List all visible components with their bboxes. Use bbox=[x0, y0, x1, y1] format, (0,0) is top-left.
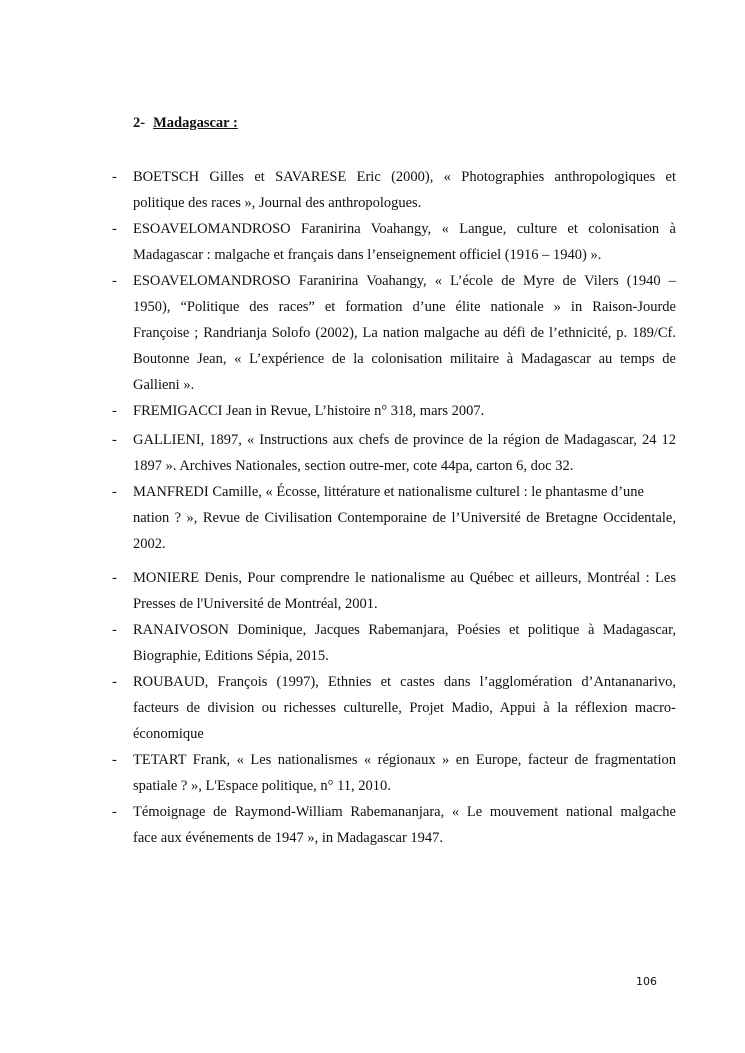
bibliography-entry bbox=[0, 799, 745, 851]
bibliography-entry bbox=[0, 617, 745, 669]
entry-text-line: économique bbox=[133, 726, 204, 742]
list-bullet-dash: - bbox=[112, 674, 117, 690]
entry-text-line: nation ? », Revue de Civilisation Contemporaine de l’Université de Bretagne Occidentale, bbox=[133, 510, 676, 526]
list-bullet-dash: - bbox=[112, 403, 117, 419]
entry-text-line: MONIERE Denis, Pour comprendre le nationalisme au Québec et ailleurs, Montréal : Les bbox=[133, 570, 676, 586]
page-number: 106 bbox=[636, 975, 657, 988]
section-heading bbox=[133, 115, 238, 132]
entry-text-line: Boutonne Jean, « L’expérience de la colonisation militaire à Madagascar au temps de bbox=[133, 351, 676, 367]
bibliography-entry bbox=[0, 669, 745, 747]
bibliography-entry bbox=[0, 216, 745, 268]
entry-text-line: ESOAVELOMANDROSO Faranirina Voahangy, « L’école de Myre de Vilers (1940 – bbox=[133, 273, 676, 289]
bibliography-entry bbox=[0, 427, 745, 479]
list-bullet-dash: - bbox=[112, 432, 117, 448]
entry-text-line: Biographie, Editions Sépia, 2015. bbox=[133, 648, 329, 664]
entry-text-line: politique des races », Journal des anthropologues. bbox=[133, 195, 422, 211]
bibliography-entry bbox=[0, 479, 745, 557]
entry-text-line: Presses de l'Université de Montréal, 2001. bbox=[133, 596, 378, 612]
section-number: 2- bbox=[133, 115, 146, 131]
entry-text-line: BOETSCH Gilles et SAVARESE Eric (2000), « Photographies anthropologiques et bbox=[133, 169, 676, 185]
list-bullet-dash: - bbox=[112, 484, 117, 500]
entry-text-line: GALLIENI, 1897, « Instructions aux chefs de province de la région de Madagascar, 24 12 bbox=[133, 432, 676, 448]
entry-text-line: Françoise ; Randrianja Solofo (2002), La nation malgache au défi de l’ethnicité, p. 189/Cf. bbox=[133, 325, 676, 341]
entry-text-line: FREMIGACCI Jean in Revue, L’histoire n° 318, mars 2007. bbox=[133, 403, 485, 419]
entry-text-line: 2002. bbox=[133, 536, 166, 552]
bibliography-entry bbox=[0, 268, 745, 398]
list-bullet-dash: - bbox=[112, 752, 117, 768]
list-bullet-dash: - bbox=[112, 273, 117, 289]
entry-text-line: Témoignage de Raymond-William Rabemananjara, « Le mouvement national malgache bbox=[133, 804, 676, 820]
entry-text-line: 1950), “Politique des races” et formation d’une élite nationale » in Raison-Jourde bbox=[133, 299, 676, 315]
entry-text-line: ESOAVELOMANDROSO Faranirina Voahangy, « Langue, culture et colonisation à bbox=[133, 221, 676, 237]
list-bullet-dash: - bbox=[112, 622, 117, 638]
entry-text-line: Madagascar : malgache et français dans l’enseignement officiel (1916 – 1940) ». bbox=[133, 247, 602, 263]
entry-text-line: RANAIVOSON Dominique, Jacques Rabemanjara, Poésies et politique à Madagascar, bbox=[133, 622, 676, 638]
section-title: Madagascar : bbox=[153, 115, 238, 131]
list-bullet-dash: - bbox=[112, 169, 117, 185]
entry-text-line: face aux événements de 1947 », in Madagascar 1947. bbox=[133, 830, 444, 846]
entry-text-line: spatiale ? », L'Espace politique, n° 11, 2010. bbox=[133, 778, 391, 794]
bibliography-list bbox=[0, 164, 745, 851]
entry-text-line: ROUBAUD, François (1997), Ethnies et castes dans l’agglomération d’Antananarivo, bbox=[133, 674, 676, 690]
entry-text-line: 1897 ». Archives Nationales, section outre-mer, cote 44pa, carton 6, doc 32. bbox=[133, 458, 574, 474]
bibliography-entry bbox=[0, 565, 745, 617]
entry-text-line: MANFREDI Camille, « Écosse, littérature et nationalisme culturel : le phantasme d’une bbox=[133, 484, 644, 500]
entry-text-line: TETART Frank, « Les nationalismes « régionaux » en Europe, facteur de fragmentation bbox=[133, 752, 676, 768]
list-bullet-dash: - bbox=[112, 221, 117, 237]
bibliography-entry bbox=[0, 398, 745, 424]
bibliography-entry bbox=[0, 164, 745, 216]
list-bullet-dash: - bbox=[112, 570, 117, 586]
bibliography-entry bbox=[0, 747, 745, 799]
entry-text-line: facteurs de division ou richesses culturelle, Projet Madio, Appui à la réflexion macro- bbox=[133, 700, 676, 716]
list-bullet-dash: - bbox=[112, 804, 117, 820]
entry-text-line: Gallieni ». bbox=[133, 377, 195, 393]
